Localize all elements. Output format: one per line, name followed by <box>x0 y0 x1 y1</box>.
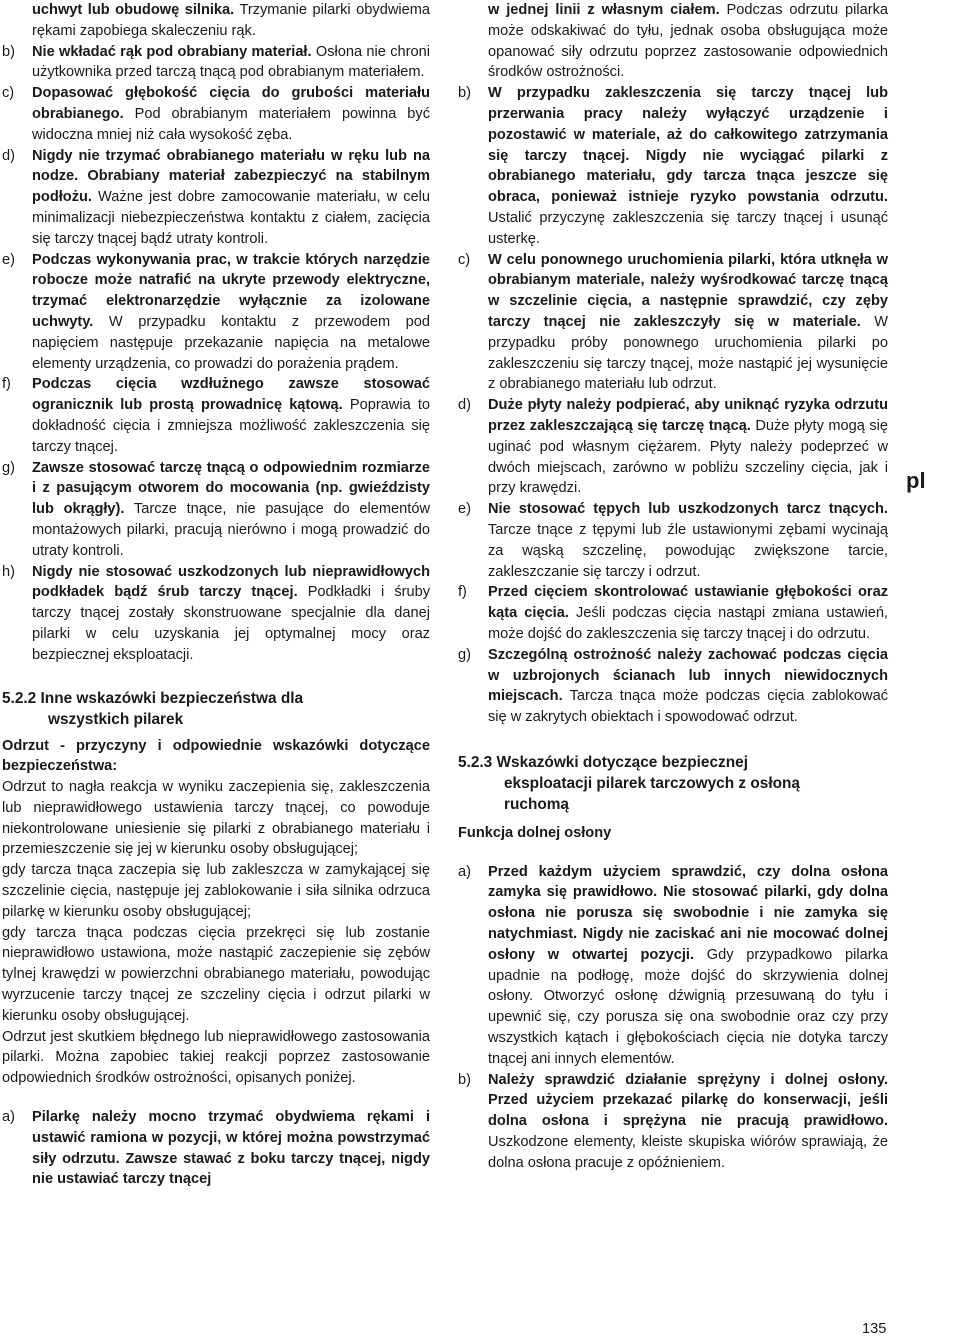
bold-text: w jednej linii z własnym ciałem. <box>488 2 720 18</box>
item-label: g) <box>458 646 471 663</box>
language-tag: pl <box>906 468 926 493</box>
body-text: W przypadku próby ponownego uruchomienia pilarki po zakleszczeniu się tarczy tnącej, może nastąpić jej wysunięcie z obrabianego materiału lub odrzut. <box>488 313 888 393</box>
section-title-line: wszystkich pilarek <box>48 710 184 728</box>
item-label: e) <box>458 501 471 518</box>
section-number: 5.2.2 <box>2 689 37 707</box>
section-heading-523 <box>458 752 888 815</box>
body-text: Tarcze tnące z tępymi lub źle ustawionymi zębami wycinają za wąską szczelinę, powodując zwiększone tarcie, zakleszczanie się tarczy i odrzut. <box>488 521 888 580</box>
section-number: 5.2.3 <box>458 753 493 771</box>
section-title-line: ruchomą <box>504 795 569 813</box>
item-label: b) <box>2 43 15 60</box>
body-text: Osłona nie chroni użytkownika przed tarczą tnącą pod obrabianym materiałem. <box>32 43 430 81</box>
item-label: a) <box>458 863 471 880</box>
bold-text: Nie stosować tępych lub uszkodzonych tarcz tnących. <box>488 501 888 518</box>
list-item-b <box>458 83 888 249</box>
bold-text: Dopasować głębokość cięcia do grubości materiału obrabianego. <box>32 85 430 122</box>
guard-item-a <box>458 862 888 1070</box>
page-number: 135 <box>862 1321 887 1337</box>
section-title-line: Inne wskazówki bezpieczeństwa dla <box>40 689 304 707</box>
item-label: b) <box>458 85 471 102</box>
bold-text: W przypadku zakleszczenia się tarczy tnącej lub przerwania pracy należy wyłączyć urządzenie i pozostawić w materiale, aż do całkowitego zatrzymania się tarczy tnącej. Nigdy nie wyciągać pilarki z obrabianego materiału, gdy tarcza tnąca jeszcze się obraca, ponieważ istnieje ryzyko powstania odrzutu. <box>488 85 888 206</box>
bold-text: Duże płyty należy podpierać, aby uniknąć ryzyka odrzutu przez zakleszczającą się tarczę tnącą. <box>488 397 888 434</box>
list-item-a <box>2 1107 430 1190</box>
body-text: Gdy przypadkowo pilarka upadnie na podłogę, może dojść do skrzywienia dolnej osłony. Otworzyć osłonę dźwignią przesuwaną do tyłu i upewnić się, czy porusza się ona swobodnie oraz czy przy wszystkich kątach i głębokościach cięcia nie dotyka tarczy tnącej ani innych elementów. <box>488 946 888 1067</box>
body-text: Poprawia to dokładność cięcia i zmniejsza możliwość zakleszczenia się tarczy tnącej. <box>32 397 430 455</box>
bold-text: Podczas cięcia wzdłużnego zawsze stosować ogranicznik lub prostą prowadnicę kątową. <box>32 376 430 414</box>
kickback-paragraph: Odrzut to nagła reakcja w wyniku zaczepienia się, zakleszczenia lub nieprawidłowego ustawienia tarczy tnącej, co powoduje niekontrolowane uniesienie się pilarki z obrabianego materiału i przemieszczenie się jej w kierunku osoby obsługującej; <box>2 779 430 858</box>
body-text: Trzymanie pilarki obydwiema rękami zapobiega skaleczeniu rąk. <box>32 2 430 39</box>
list-item-f <box>458 582 888 644</box>
list-item-b <box>2 42 430 84</box>
kickback-paragraph: gdy tarcza tnąca podczas cięcia przekręci się lub zostanie nieprawidłowo ustawiona, może nastąpić zaczepienie się zębów tylnej krawędzi w powierzchni obrabianego materiału, powodując wyrzucenie tarczy tnącej ze szczeliny cięcia i odrzut pilarki w kierunku osoby obsługującej. <box>2 924 430 1024</box>
kickback-paragraph: gdy tarcza tnąca zaczepia się lub zakleszcza w zamykającej się szczelinie cięcia, następuje jej zablokowanie i siła silnika odrzuca pilarkę w kierunku osoby obsługującej; <box>2 862 430 920</box>
list-item-c <box>2 83 430 145</box>
list-item-h <box>2 562 430 666</box>
body-text: Podkładki i śruby tarczy tnącej zostały skonstruowane specjalnie dla danej pilarki w celu uzyskania jej optymalnej mocy oraz bezpiecznej eksploatacji. <box>32 584 430 663</box>
list-item-d <box>458 395 888 499</box>
item-label: c) <box>2 85 15 102</box>
bold-text: Przed każdym użyciem sprawdzić, czy dolna osłona zamyka się prawidłowo. Nie stosować pilarki, gdy dolna osłona nie porusza się swobodnie i nie zamyka się natychmiast. Nigdy nie zaciskać ani nie mocować dolnej osłony w otwartej pozycji. <box>488 863 888 963</box>
continuation-paragraph <box>458 0 888 83</box>
list-item-f <box>2 374 430 457</box>
body-text: Ustalić przyczynę zakleszczenia się tarczy tnącej i usunąć usterkę. <box>488 209 888 247</box>
item-label: f) <box>2 376 11 393</box>
guard-item-b <box>458 1070 888 1174</box>
kickback-heading: Odrzut - przyczyny i odpowiednie wskazówki dotyczące bezpieczeństwa: <box>2 737 430 775</box>
section-title-line: eksploatacji pilarek tarczowych z osłoną <box>504 774 800 792</box>
list-item-e <box>458 499 888 582</box>
list-item-c <box>458 250 888 396</box>
body-text: Duże płyty mogą się uginać pod własnym ciężarem. Płyty należy podeprzeć w dwóch miejscach, zarówno w pobliżu szczeliny cięcia, jak i przy krawędzi. <box>488 417 888 497</box>
item-label: c) <box>458 251 471 268</box>
item-label: d) <box>2 147 15 164</box>
guard-heading: Funkcja dolnej osłony <box>458 824 612 841</box>
kickback-paragraph: Odrzut jest skutkiem błędnego lub nieprawidłowego zastosowania pilarki. Można zapobiec takiej reakcji poprzez zastosowanie odpowiednich środków ostrożności, opisanych poniżej. <box>2 1028 430 1087</box>
list-item-e <box>2 250 430 375</box>
item-label: d) <box>458 397 471 414</box>
body-text: Uszkodzone elementy, kleiste skupiska wiórów sprawiają, że dolna osłona pracuje z opóźnieniem. <box>488 1134 888 1171</box>
item-label: b) <box>458 1071 471 1088</box>
body-text: Jeśli podczas cięcia nastąpi zmiana ustawień, może dojść do zakleszczenia się tarczy tnącej i do odrzutu. <box>488 605 888 642</box>
bold-text: Należy sprawdzić działanie sprężyny i dolnej osłony. Przed użyciem przekazać pilarkę do konserwacji, jeśli dolna osłona i sprężyna nie pracują prawidłowo. <box>488 1071 888 1130</box>
item-label: a) <box>2 1109 15 1126</box>
bold-text: W celu ponownego uruchomienia pilarki, która utknęła w obrabianym materiale, należy wyśrodkować tarczę tnącą w szczelinie cięcia, a następnie sprawdzić, czy zęby tarczy tnącej nie zakleszczyły się w materiale. <box>488 251 888 330</box>
body-text: Podczas odrzutu pilarka może odskakiwać do tyłu, jednak osoba obsługująca może opanować siły odrzutu poprzez zastosowanie odpowiednich środków ostrożności. <box>488 2 888 81</box>
body-text: W przypadku kontaktu z przewodem pod napięciem następuje przekazanie napięcia na metalowe elementy urządzenia, co prowadzi do porażenia prądem. <box>32 313 430 372</box>
left-column <box>2 0 430 1190</box>
bold-text: Zawsze stosować tarczę tnącą o odpowiednim rozmiarze i z pasującym otworem do mocowania (np. gwieździsty lub okrągły). <box>32 459 430 518</box>
body-text: Pod obrabianym materiałem powinna być widoczna mniej niż cała wysokość zęba. <box>32 105 430 143</box>
list-item-g <box>458 645 888 728</box>
continuation-paragraph <box>2 0 430 42</box>
item-label: f) <box>458 584 467 601</box>
bold-text: Pilarkę należy mocno trzymać obydwiema rękami i ustawić ramiona w pozycji, w której można powstrzymać siły odrzutu. Zawsze stawać z boku tarczy tnącej, nigdy nie ustawiać tarczy tnącej <box>32 1109 430 1188</box>
list-item-d <box>2 146 430 250</box>
body-text: Tarcza tnąca może podczas cięcia zablokować się w zakrytych obiektach i spowodować odrzut. <box>488 688 888 726</box>
right-column <box>458 0 888 1174</box>
section-heading-522 <box>2 688 430 730</box>
body-text: Ważne jest dobre zamocowanie materiału, w celu minimalizacji niebezpieczeństwa kontaktu z ciałem, zacięcia się tarczy tnącej bądź utraty kontroli. <box>32 189 430 247</box>
bold-text: Nie wkładać rąk pod obrabiany materiał. <box>32 43 312 60</box>
item-label: h) <box>2 563 15 580</box>
item-label: g) <box>2 459 15 476</box>
bold-text: Nigdy nie stosować uszkodzonych lub nieprawidłowych podkładek bądź śrub tarczy tnącej. <box>32 563 430 601</box>
bold-text: Podczas wykonywania prac, w trakcie których narzędzie robocze może natrafić na ukryte przewody elektryczne, trzymać elektronarzędzie wyłącznie za izolowane uchwyty. <box>32 251 430 330</box>
item-label: e) <box>2 251 15 268</box>
list-item-g <box>2 458 430 562</box>
bold-text: uchwyt lub obudowę silnika. <box>32 2 235 18</box>
body-text: Tarcze tnące, nie pasujące do elementów montażowych pilarki, pracują nierówno i mogą prowadzić do utraty kontroli. <box>32 501 430 559</box>
bold-text: Szczególną ostrożność należy zachować podczas cięcia w uzbrojonych ścianach lub innych niewidocznych miejscach. <box>488 646 888 705</box>
section-title-line: Wskazówki dotyczące bezpiecznej <box>496 753 748 771</box>
bold-text: Nigdy nie trzymać obrabianego materiału w ręku lub na nodze. Obrabiany materiał zabezpieczyć na stabilnym podłożu. <box>32 147 430 206</box>
bold-text: Przed cięciem skontrolować ustawianie głębokości oraz kąta cięcia. <box>488 584 888 622</box>
